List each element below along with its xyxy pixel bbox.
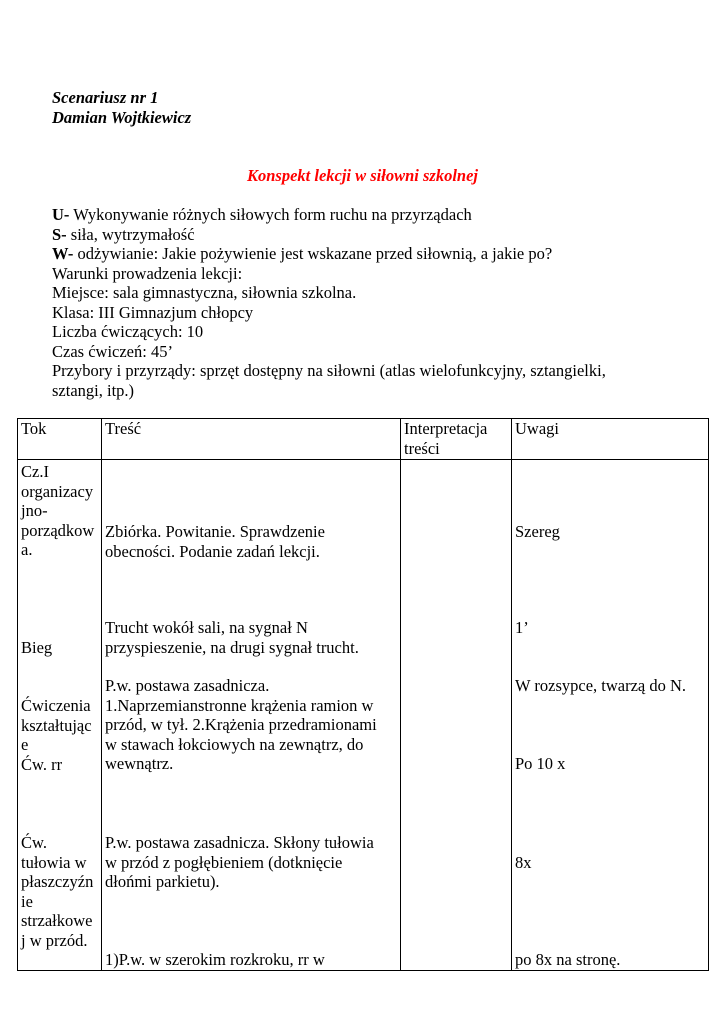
intro-line: sztangi, itp.) (52, 380, 135, 400)
intro-w-line (52, 244, 672, 264)
uwagi-cell: Szereg (515, 522, 560, 541)
uwagi-cell: W rozsypce, twarzą do N. (515, 676, 687, 695)
uwagi-cell: 8x (515, 853, 532, 872)
tok-cell: Ćw. tułowia w płaszczyźn ie strzałkowe j w przód. (21, 833, 94, 950)
col-tresc (102, 460, 401, 971)
uwagi-cell: Po 10 x (515, 754, 566, 773)
s-text: siła, wytrzymałość (66, 224, 195, 244)
table-header-row (18, 419, 709, 460)
tresc-cell: P.w. postawa zasadnicza. Skłony tułowia w przód z pogłębieniem (dotknięcie dłońmi parkietu). (105, 833, 374, 891)
scenario-number: Scenariusz nr 1 (52, 88, 159, 107)
col-tok (18, 460, 102, 971)
intro-line: Czas ćwiczeń: 45’ (52, 341, 173, 361)
intro-line: Przybory i przyrządy: sprzęt dostępny na siłowni (atlas wielofunkcyjny, sztangielki, (52, 361, 606, 380)
col-interpretacja (401, 460, 512, 971)
author-name: Damian Wojtkiewicz (52, 108, 192, 127)
header-tok: Tok (18, 419, 102, 460)
uwagi-cell: 1’ (515, 618, 529, 637)
tok-cell: Cz.I organizacy jno- porządkow a. (21, 462, 95, 559)
uwagi-cell: po 8x na stronę. (515, 950, 621, 969)
w-text: odżywianie: Jakie pożywienie jest wskazane przed siłownią, a jakie po? (73, 244, 553, 263)
tresc-cell: 1)P.w. w szerokim rozkroku, rr w (105, 950, 325, 969)
tok-cell: Ćwiczenia kształtując e Ćw. rr (21, 696, 92, 774)
intro-s-line (52, 225, 672, 245)
header-uwagi: Uwagi (512, 419, 709, 460)
header-tresc: Treść (102, 419, 401, 460)
lesson-table (17, 418, 709, 971)
intro-line: Liczba ćwiczących: 10 (52, 322, 204, 341)
tresc-cell: Zbiórka. Powitanie. Sprawdzenie obecności. Podanie zadań lekcji. (105, 522, 325, 561)
tresc-cell: P.w. postawa zasadnicza. 1.Naprzemianstronne krążenia ramion w przód, w tył. 2.Krążenia przedramionami w stawach łokciowych na zewnątrz, do wewnątrz. (105, 676, 377, 773)
intro-u-line (52, 205, 672, 225)
tresc-cell: Trucht wokół sali, na sygnał N przyspieszenie, na drugi sygnał trucht. (105, 618, 359, 657)
intro-line: Miejsce: sala gimnastyczna, siłownia szkolna. (52, 283, 357, 302)
tok-cell: Bieg (21, 638, 53, 657)
header-interpretacja: Interpretacja treści (401, 419, 512, 460)
u-text: Wykonywanie różnych siłowych form ruchu na przyrządach (69, 205, 472, 224)
intro-line: Klasa: III Gimnazjum chłopcy (52, 302, 254, 322)
w-label: W- (52, 244, 74, 263)
u-label: U- (52, 205, 70, 224)
s-label: S- (52, 224, 67, 244)
document-title: Konspekt lekcji w siłowni szkolnej (246, 166, 479, 185)
col-uwagi (512, 460, 709, 971)
intro-line: Warunki prowadzenia lekcji: (52, 263, 243, 283)
lesson-intro (52, 205, 672, 400)
table-row (18, 460, 709, 971)
